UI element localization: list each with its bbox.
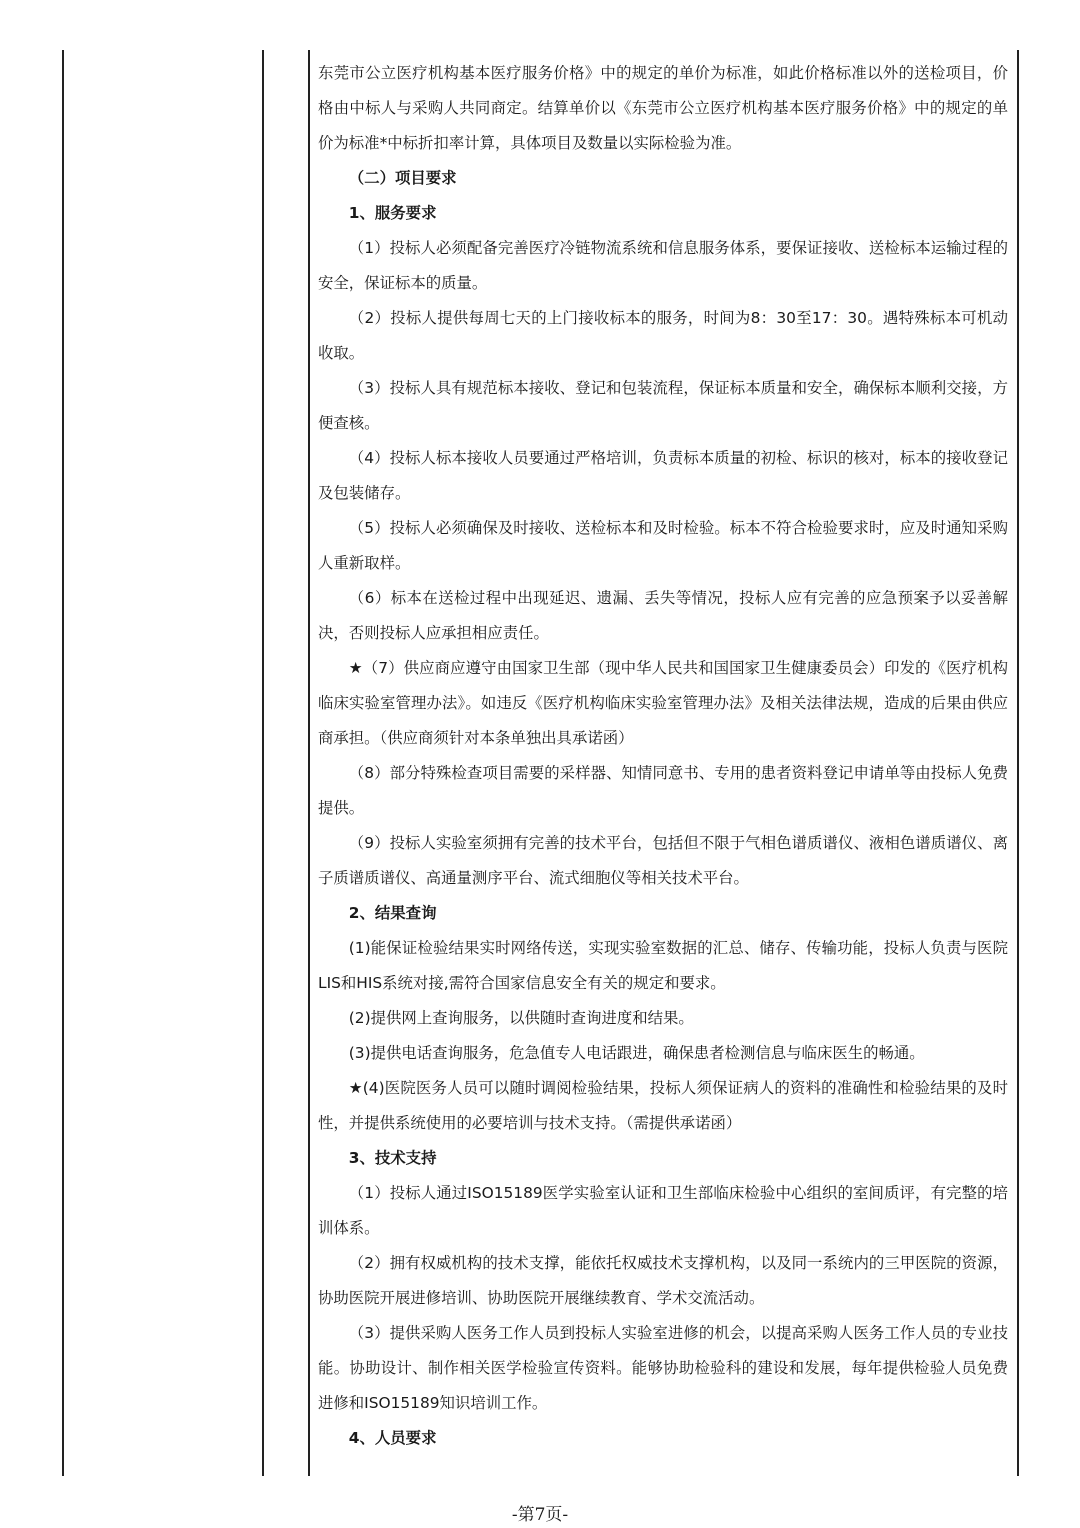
paragraph: （8）部分特殊检查项目需要的采样器、知情同意书、专用的患者资料登记申请单等由投标人免费提供。 <box>318 764 1008 817</box>
table-border-col2 <box>308 50 310 1476</box>
paragraph: (3)提供电话查询服务，危急值专人电话跟进，确保患者检测信息与临床医生的畅通。 <box>348 1044 925 1062</box>
paragraph: （9）投标人实验室须拥有完善的技术平台，包括但不限于气相色谱质谱仪、液相色谱质谱仪、离子质谱质谱仪、高通量测序平台、流式细胞仪等相关技术平台。 <box>318 834 1008 887</box>
section-heading: 4、人员要求 <box>348 1429 437 1447</box>
section-heading: 3、技术支持 <box>348 1149 437 1167</box>
table-border-left <box>62 50 64 1476</box>
document-body <box>318 56 1008 1456</box>
paragraph: （5）投标人必须确保及时接收、送检标本和及时检验。标本不符合检验要求时，应及时通知采购人重新取样。 <box>318 519 1008 572</box>
section-heading: 1、服务要求 <box>348 204 437 222</box>
paragraph: （1）投标人通过ISO15189医学实验室认证和卫生部临床检验中心组织的室间质评，有完整的培训体系。 <box>318 1184 1008 1237</box>
paragraph: (2)提供网上查询服务，以供随时查询进度和结果。 <box>348 1009 694 1027</box>
paragraph: (1)能保证检验结果实时网络传送，实现实验室数据的汇总、储存、传输功能，投标人负责与医院LIS和HIS系统对接,需符合国家信息安全有关的规定和要求。 <box>318 939 1008 992</box>
section-heading: （二）项目要求 <box>348 169 457 187</box>
paragraph: ★（7）供应商应遵守由国家卫生部（现中华人民共和国国家卫生健康委员会）印发的《医疗机构临床实验室管理办法》。如违反《医疗机构临床实验室管理办法》及相关法律法规，造成的后果由供应商承担。（供应商须针对本条单独出具承诺函） <box>318 659 1008 747</box>
paragraph: （4）投标人标本接收人员要通过严格培训，负责标本质量的初检、标识的核对，标本的接收登记及包装储存。 <box>318 449 1008 502</box>
page-number: -第7页- <box>511 1505 569 1525</box>
paragraph: （6）标本在送检过程中出现延迟、遗漏、丢失等情况，投标人应有完善的应急预案予以妥善解决，否则投标人应承担相应责任。 <box>318 589 1008 642</box>
paragraph: ★(4)医院医务人员可以随时调阅检验结果，投标人须保证病人的资料的准确性和检验结果的及时性，并提供系统使用的必要培训与技术支持。（需提供承诺函） <box>318 1079 1008 1132</box>
paragraph: 东莞市公立医疗机构基本医疗服务价格》中的规定的单价为标准，如此价格标准以外的送检项目，价格由中标人与采购人共同商定。结算单价以《东莞市公立医疗机构基本医疗服务价格》中的规定的单价为标准*中标折扣率计算，具体项目及数量以实际检验为准。 <box>318 64 1008 152</box>
table-border-col1 <box>262 50 264 1476</box>
paragraph: （3）投标人具有规范标本接收、登记和包装流程，保证标本质量和安全，确保标本顺利交接，方便查核。 <box>318 379 1008 432</box>
section-heading: 2、结果查询 <box>348 904 437 922</box>
paragraph: （3）提供采购人医务工作人员到投标人实验室进修的机会，以提高采购人医务工作人员的专业技能。协助设计、制作相关医学检验宣传资料。能够协助检验科的建设和发展，每年提供检验人员免费进修和ISO15189知识培训工作。 <box>318 1324 1008 1412</box>
table-border-right <box>1017 50 1019 1476</box>
paragraph: （1）投标人必须配备完善医疗冷链物流系统和信息服务体系，要保证接收、送检标本运输过程的安全，保证标本的质量。 <box>318 239 1008 292</box>
paragraph: （2）拥有权威机构的技术支撑，能依托权威技术支撑机构，以及同一系统内的三甲医院的资源，协助医院开展进修培训、协助医院开展继续教育、学术交流活动。 <box>318 1254 1008 1307</box>
paragraph: （2）投标人提供每周七天的上门接收标本的服务，时间为8：30至17：30。遇特殊标本可机动收取。 <box>318 309 1008 362</box>
